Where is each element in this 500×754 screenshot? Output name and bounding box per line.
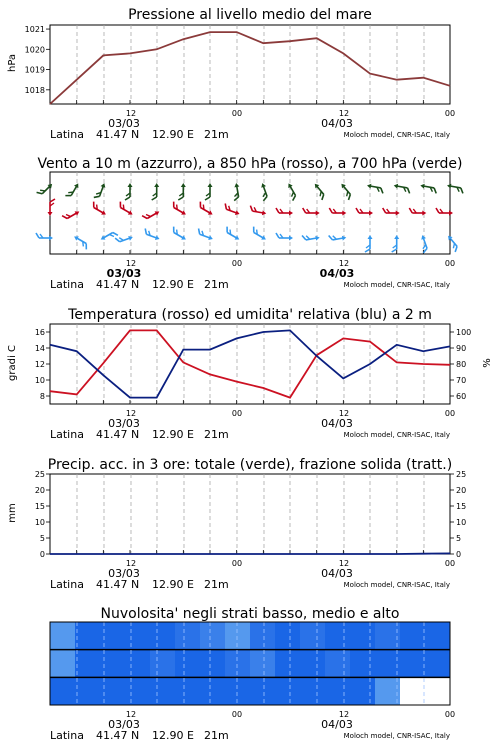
precipitation-model-credit: Moloch model, CNR-ISAC, Italy <box>343 581 450 589</box>
humidity-y2-tick-label: 80 <box>456 360 467 369</box>
humidity-y2-tick-label: 100 <box>456 328 472 337</box>
temperature-date-label: 03/03 <box>108 417 140 430</box>
temperature-y-tick-label: 16 <box>34 328 45 337</box>
pressure-y-tick-label: 1021 <box>24 25 45 35</box>
cloud-cell <box>150 622 176 650</box>
precipitation-right-y2-tick-label: 5 <box>456 534 462 543</box>
temperature-ylabel: gradi C <box>7 345 18 381</box>
cloud-cell <box>200 677 226 705</box>
wind-panel <box>36 156 464 291</box>
cloud-cell <box>400 677 426 705</box>
wind-x-tick-label: 12 <box>125 259 137 268</box>
cloud-model-credit: Moloch model, CNR-ISAC, Italy <box>343 732 450 740</box>
pressure-x-tick-label: 12 <box>125 109 137 118</box>
cloud-x-tick-label: 12 <box>125 710 137 719</box>
cloud-cell <box>125 677 151 705</box>
wind-title: Vento a 10 m (azzurro), a 850 hPa (rosso), a 700 hPa (verde) <box>37 156 463 172</box>
cloud-cell <box>425 650 451 678</box>
pressure-date-label: 04/03 <box>321 117 353 130</box>
precipitation-title: Precip. acc. in 3 ore: totale (verde), frazione solida (tratt.) <box>47 457 453 473</box>
cloud-x-tick-label: 12 <box>338 710 350 719</box>
precipitation-right-y2-tick-label: 0 <box>456 550 462 559</box>
cloud-cell <box>225 622 251 650</box>
temperature-latitude: 41.47 N <box>96 428 140 441</box>
humidity-ylabel: % <box>482 358 493 368</box>
precipitation-y-tick-label: 10 <box>34 518 45 527</box>
precipitation-y-tick-label: 20 <box>34 486 45 495</box>
cloud-cell <box>425 677 451 705</box>
wind-longitude: 12.90 E <box>152 278 194 291</box>
cloud-cell <box>275 650 301 678</box>
wind-model-credit: Moloch model, CNR-ISAC, Italy <box>343 281 450 289</box>
cloud-cell <box>75 650 101 678</box>
cloud-cell <box>350 677 376 705</box>
cloud-cell <box>200 650 226 678</box>
cloud-latitude: 41.47 N <box>96 729 140 742</box>
precipitation-y-tick-label: 0 <box>39 550 45 559</box>
temperature-y-tick-label: 8 <box>39 392 45 401</box>
precipitation-y-tick-label: 15 <box>34 502 45 511</box>
cloud-cell <box>50 622 76 650</box>
precipitation-right-y2-tick-label: 10 <box>456 518 467 527</box>
precipitation-x-tick-label: 00 <box>444 559 456 568</box>
cloud-cell <box>325 677 351 705</box>
pressure-ylabel: hPa <box>7 53 18 73</box>
precipitation-line <box>50 553 450 554</box>
cloud-cell <box>325 650 351 678</box>
pressure-x-tick-label: 00 <box>444 109 456 118</box>
temperature-humidity-panel <box>7 307 493 441</box>
precipitation-right-y2-tick-label: 20 <box>456 486 467 495</box>
cloud-cell <box>225 677 251 705</box>
cloud-date-label: 03/03 <box>108 718 140 731</box>
cloud-cell <box>150 650 176 678</box>
cloud-cell <box>300 650 326 678</box>
cloud-cell <box>400 622 426 650</box>
temperature-x-tick-label: 12 <box>125 409 137 418</box>
cloud-cell <box>300 622 326 650</box>
cloud-cell <box>225 650 251 678</box>
temperature-title: Temperatura (rosso) ed umidita' relativa (blu) a 2 m <box>68 307 432 323</box>
precipitation-date-label: 04/03 <box>321 567 353 580</box>
cloud-cell <box>175 677 201 705</box>
temperature-date-label: 04/03 <box>321 417 353 430</box>
cloud-cell <box>300 677 326 705</box>
wind-barb-shaft <box>42 186 50 194</box>
cloud-date-label: 04/03 <box>321 718 353 731</box>
pressure-x-tick-label: 12 <box>338 109 350 118</box>
temperature-model-credit: Moloch model, CNR-ISAC, Italy <box>343 431 450 439</box>
cloud-location: Latina <box>50 729 84 742</box>
cloud-cell <box>125 622 151 650</box>
wind-barb-flag <box>460 188 464 193</box>
cloud-cell <box>350 622 376 650</box>
precipitation-date-label: 03/03 <box>108 567 140 580</box>
pressure-date-label: 03/03 <box>108 117 140 130</box>
temperature-x-tick-label: 12 <box>338 409 350 418</box>
wind-barb-flag <box>36 233 39 238</box>
wind-date-label: 03/03 <box>106 267 142 280</box>
temperature-longitude: 12.90 E <box>152 428 194 441</box>
temperature-elevation: 21m <box>204 428 229 441</box>
cloud-title: Nuvolosita' negli strati basso, medio e alto <box>100 606 400 622</box>
humidity-y2-tick-label: 90 <box>456 344 467 353</box>
wind-location: Latina <box>50 278 84 291</box>
pressure-x-tick-label: 00 <box>231 109 243 118</box>
pressure-title: Pressione al livello medio del mare <box>128 7 372 23</box>
cloud-cell <box>175 650 201 678</box>
pressure-model-credit: Moloch model, CNR-ISAC, Italy <box>343 131 450 139</box>
wind-x-tick-label: 12 <box>338 259 350 268</box>
pressure-elevation: 21m <box>204 128 229 141</box>
pressure-y-tick-label: 1018 <box>24 85 45 95</box>
cloud-cell <box>250 622 276 650</box>
cloud-elevation: 21m <box>204 729 229 742</box>
cloud-cell <box>75 677 101 705</box>
cloud-cell <box>50 650 76 678</box>
cloud-longitude: 12.90 E <box>152 729 194 742</box>
pressure-location: Latina <box>50 128 84 141</box>
cloud-cell <box>325 622 351 650</box>
precipitation-x-tick-label: 12 <box>125 559 137 568</box>
precipitation-right-y2-tick-label: 25 <box>456 470 467 479</box>
cloud-cell <box>275 677 301 705</box>
temperature-x-tick-label: 00 <box>444 409 456 418</box>
precipitation-y-tick-label: 5 <box>39 534 45 543</box>
pressure-longitude: 12.90 E <box>152 128 194 141</box>
pressure-latitude: 41.47 N <box>96 128 140 141</box>
precipitation-location: Latina <box>50 578 84 591</box>
wind-elevation: 21m <box>204 278 229 291</box>
pressure-panel <box>7 7 455 141</box>
cloud-cell <box>250 650 276 678</box>
wind-latitude: 41.47 N <box>96 278 140 291</box>
cloud-x-tick-label: 00 <box>444 710 456 719</box>
wind-x-tick-label: 00 <box>231 259 243 268</box>
precipitation-longitude: 12.90 E <box>152 578 194 591</box>
cloud-cell <box>250 677 276 705</box>
cloud-cell <box>125 650 151 678</box>
cloud-cell <box>275 622 301 650</box>
precipitation-x-tick-label: 00 <box>231 559 243 568</box>
precipitation-latitude: 41.47 N <box>96 578 140 591</box>
wind-barb-arrowhead <box>449 211 453 216</box>
precipitation-ylabel: mm <box>7 503 18 523</box>
cloud-cell <box>425 622 451 650</box>
temperature-y-tick-label: 14 <box>34 344 45 353</box>
precipitation-y-tick-label: 25 <box>34 470 45 479</box>
humidity-y2-tick-label: 70 <box>456 376 467 385</box>
wind-date-label: 04/03 <box>319 267 355 280</box>
humidity-y2-tick-label: 60 <box>456 392 467 401</box>
temperature-y-tick-label: 10 <box>34 376 45 385</box>
cloud-cell <box>175 622 201 650</box>
precipitation-x-tick-label: 12 <box>338 559 350 568</box>
wind-x-tick-label: 00 <box>444 259 456 268</box>
cloud-cell <box>75 622 101 650</box>
pressure-y-tick-label: 1019 <box>24 65 45 75</box>
cloud-cell <box>350 650 376 678</box>
temperature-y-tick-label: 12 <box>34 360 45 369</box>
temperature-location: Latina <box>50 428 84 441</box>
cloud-cover-panel <box>50 606 455 742</box>
pressure-y-tick-label: 1020 <box>24 45 45 55</box>
cloud-cell <box>50 677 76 705</box>
precipitation-panel <box>7 457 466 591</box>
cloud-cell <box>150 677 176 705</box>
precipitation-elevation: 21m <box>204 578 229 591</box>
cloud-cell <box>400 650 426 678</box>
cloud-cell <box>200 622 226 650</box>
cloud-x-tick-label: 00 <box>231 710 243 719</box>
temperature-x-tick-label: 00 <box>231 409 243 418</box>
precipitation-plot-frame <box>50 474 450 554</box>
precipitation-right-y2-tick-label: 15 <box>456 502 467 511</box>
wind-barb-shaft <box>450 186 461 188</box>
